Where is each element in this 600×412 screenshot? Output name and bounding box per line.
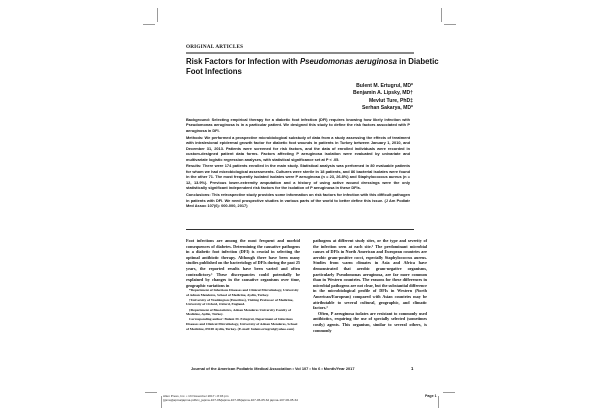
article-title: [186, 57, 456, 77]
crop-mark-top-left-h: [143, 24, 155, 25]
abstract-methods: Methods: We performed a prospective microbiological substudy of data from a study assessing the effects of treatment with intralesional epidermal growth factor for diabetic foot wounds in patients in Turkey between January 1, 2010, and December 31, 2013. Patients were screened for risk factors, and the data of enrolled individuals were recorded in custom-designed patient data forms. Factors affecting P aeruginosa isolation were evaluated by univariate and multivariate logistic regression analyses, with statistical significance set at P < .05.: [186, 134, 410, 162]
footer-page-number: 1: [411, 366, 414, 371]
footnote: ‡Department of Biostatistics, Adnan Menderes University Faculty of Medicine, Aydin, Turkey.: [186, 307, 292, 317]
crop-mark-top-right-h: [444, 24, 456, 25]
body-column-right: [313, 238, 427, 333]
abstract-rule: [186, 229, 414, 230]
author: Bulent M. Ertugrul, MD*: [356, 83, 413, 89]
crop-mark-bottom-left-v: [161, 396, 162, 408]
abstract-results: Results: There were 174 patients enrolled in the main study. Statistical analysis was performed in 80 evaluable patients for whom we had microbiological assessments. Cultures were sterile in 18 patients, and 86 bacterial isolates were found in the other 71. The most frequently isolated isolates were P aeruginosa (n = 23, 26.8%) and Staphylococcus aureus (n = 12, 13.9%). Previous lower-extremity amputation and a history of using active wound dressings were the only statistically significant independent risk factors for the isolation of P aeruginosa in these DFIs.: [186, 163, 410, 191]
section-label: ORIGINAL ARTICLES: [186, 44, 244, 50]
abstract-conclusions: Conclusions: This retrospective study provides some information on risk factors for infection with this difficult pathogen in patients with DFI. We need prospective studies in various parts of the world to better define this issue. (J Am Podiatr Med Assoc 107(6): 000-000, 2017): [186, 192, 410, 208]
title-italic: Pseudomonas aeruginosa: [299, 57, 397, 66]
author: Benjamin A. Lipsky, MD†: [352, 90, 413, 97]
crop-mark-top-left-v: [157, 8, 158, 22]
abstract: [186, 117, 410, 210]
crop-mark-top-right-v: [441, 8, 442, 22]
body-column-left: [186, 238, 300, 288]
footer-journal: Journal of the American Podiatric Medical Association • Vol 107 • No 6 • Month/Year 2017: [191, 366, 355, 371]
crop-mark-bottom-right-h: [443, 392, 455, 393]
body-paragraph: pathogens at different study sites, or the type and severity of the infection seen at each site.² The predominant microbial causes of DFIs in North American and European countries are aerobic gram-positive cocci, especially Staphylococcus aureus. Studies from warm climates in Asia and Africa have demonstrated that aerobic gram-negative organisms, particularly Pseudomonas aeruginosa, are far more common than in Western countries. The reasons for these differences in microbial pathogens are not clear, but the substantial difference in the microbiological profile of DFIs in Western (North American/European) compared with Asian countries may be attributable to several cultural, geographic, and climatic factors.³: [313, 238, 427, 311]
footnote: *Department of Infectious Diseases and Clinical Microbiology, University of Adnan Menderes, School of Medicine, Aydin, Turkey.: [186, 288, 299, 297]
title-part2: in Diabetic Foot Infections: [186, 57, 439, 76]
footnote: Corresponding author: Bulent M. Ertugrul, Department of Infectious Diseases and Clinical Microbiology, University of Adnan Menderes, School of Medicine, 09100 Aydin, Turkey. (E-mail: bulent.ertugrul@yahoo.com): [186, 317, 298, 331]
title-part1: Risk Factors for Infection with: [186, 57, 300, 66]
footnotes: [186, 288, 300, 332]
body-paragraph: Foot infections are among the most frequent and morbid consequences of diabetes. Determining the causative pathogens in a diabetic foot infection (DFI) is crucial in selecting the optimal antibiotic therapy. Although there have been many studies published on the bacteriology of DFIs during the past 25 years, the reported results have been varied and often contradictory.¹ These discrepancies could potentially be explained by changes in the causative organisms over time, geographic variations in: [186, 238, 301, 288]
print-info-line: Allen Press, Inc. • 13 November 2017 • 8:03 pm: [163, 394, 229, 398]
print-page-label: Page 1: [425, 394, 437, 398]
author: Mevlut Ture, PhD‡: [368, 97, 413, 104]
body-paragraph: Often, P aeruginosa isolates are resistant to commonly used antibiotics, requiring the use of specially selected (sometimes costly) agents. This organism, similar to several others, is commonly: [313, 310, 427, 333]
section-rule: [186, 52, 414, 54]
author-list: [353, 83, 413, 113]
crop-mark-bottom-left-h: [145, 392, 157, 393]
footnote: †University of Washington (Emeritus), Visiting Professor of Medicine, University of Oxford, Oxford, England.: [186, 297, 294, 307]
print-info: [163, 394, 298, 402]
print-info-line: {jpma}/japma/japma.pdfsrv_japma-107-06/japma-107-06/japma-107-06-05.3d japma-107-06-05.3d: [163, 398, 298, 402]
crop-mark-bottom-right-v: [438, 396, 439, 408]
author: Serhan Sakarya, MD*: [362, 105, 413, 112]
abstract-background: Background: Selecting empirical therapy for a diabetic foot infection (DFI) requires knowing how likely infection with Pseudomonas aeruginosa is in a particular patient. We designed this study to define the risk factors associated with P aeruginosa in DFI.: [186, 117, 410, 133]
